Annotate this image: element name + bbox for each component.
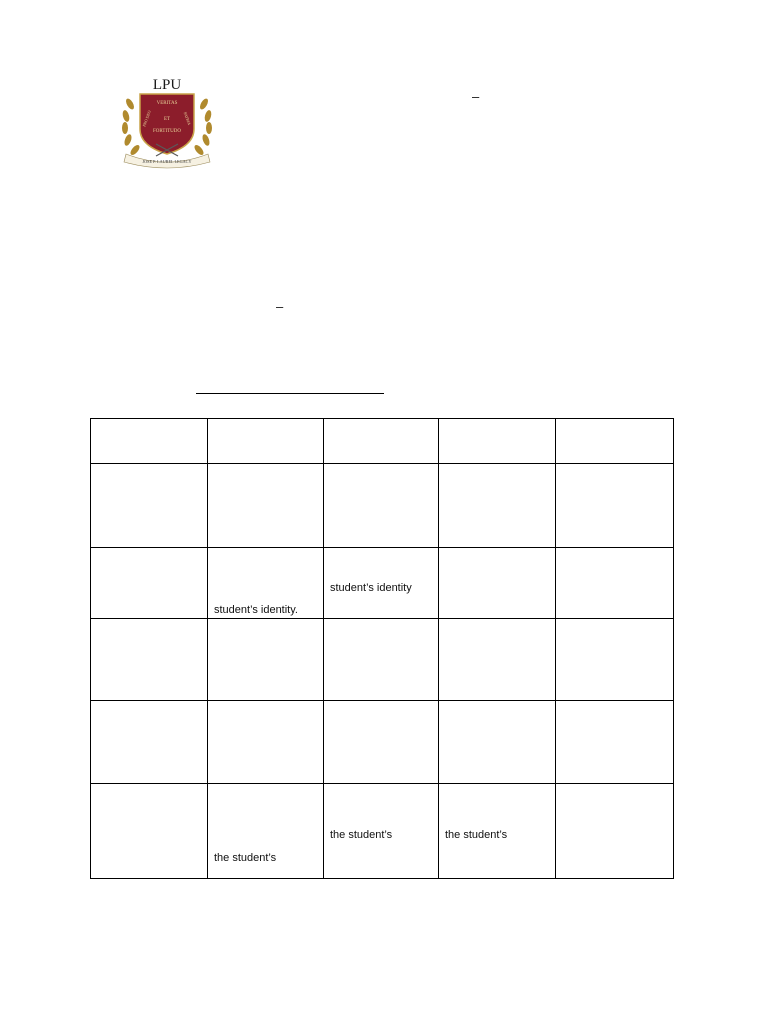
lpu-seal-icon: [118, 74, 216, 170]
table-cell: [208, 619, 324, 701]
rubric-table: [90, 418, 674, 879]
table-cell: [324, 784, 439, 879]
table-cell: [91, 784, 208, 879]
table-row: [91, 619, 674, 701]
table-cell: [556, 464, 674, 548]
signature-line: [196, 393, 384, 394]
logo-motto-top: VERITAS: [156, 101, 178, 106]
table-cell: [439, 701, 556, 784]
table-cell: [439, 548, 556, 619]
table-cell: [324, 464, 439, 548]
logo-ribbon: JOSE P. LAUREL LEGACY: [142, 159, 192, 164]
table-cell: [208, 419, 324, 464]
table-cell: [324, 419, 439, 464]
table-cell: [439, 619, 556, 701]
table-cell: [91, 419, 208, 464]
subtitle-dash: –: [276, 299, 284, 314]
table-cell: [324, 548, 439, 619]
table-row: [91, 784, 674, 879]
table-cell: [91, 701, 208, 784]
cell-text: the student’s: [214, 852, 277, 864]
table-row: [91, 701, 674, 784]
table-cell: [208, 464, 324, 548]
table-cell: [556, 419, 674, 464]
table-cell: [208, 701, 324, 784]
table-row: [91, 419, 674, 464]
table-cell: [91, 464, 208, 548]
table-cell: [91, 548, 208, 619]
table-row: [91, 548, 674, 619]
table-cell: [208, 784, 324, 879]
table-cell: [556, 619, 674, 701]
table-cell: [439, 784, 556, 879]
table-cell: [556, 548, 674, 619]
table-cell: [556, 784, 674, 879]
header-dash: –: [472, 89, 480, 104]
table-cell: [556, 701, 674, 784]
logo-motto-left: PRO DEO: [141, 109, 152, 128]
logo-motto-bottom: FORTITUDO: [152, 129, 182, 134]
logo-motto-right: PATRIA: [182, 111, 193, 126]
table-row: [91, 464, 674, 548]
cell-text: student’s identity: [330, 582, 412, 594]
table-cell: [439, 464, 556, 548]
lpu-logo: [118, 74, 216, 170]
cell-text: the student’s: [445, 829, 508, 841]
table-cell: [439, 419, 556, 464]
cell-text: the student’s: [330, 829, 393, 841]
cell-text: student’s identity.: [214, 604, 298, 616]
table-cell: [324, 701, 439, 784]
table-cell: [208, 548, 324, 619]
table-cell: [324, 619, 439, 701]
logo-motto-center: ET: [163, 117, 171, 122]
logo-acronym: LPU: [152, 77, 182, 93]
table-cell: [91, 619, 208, 701]
